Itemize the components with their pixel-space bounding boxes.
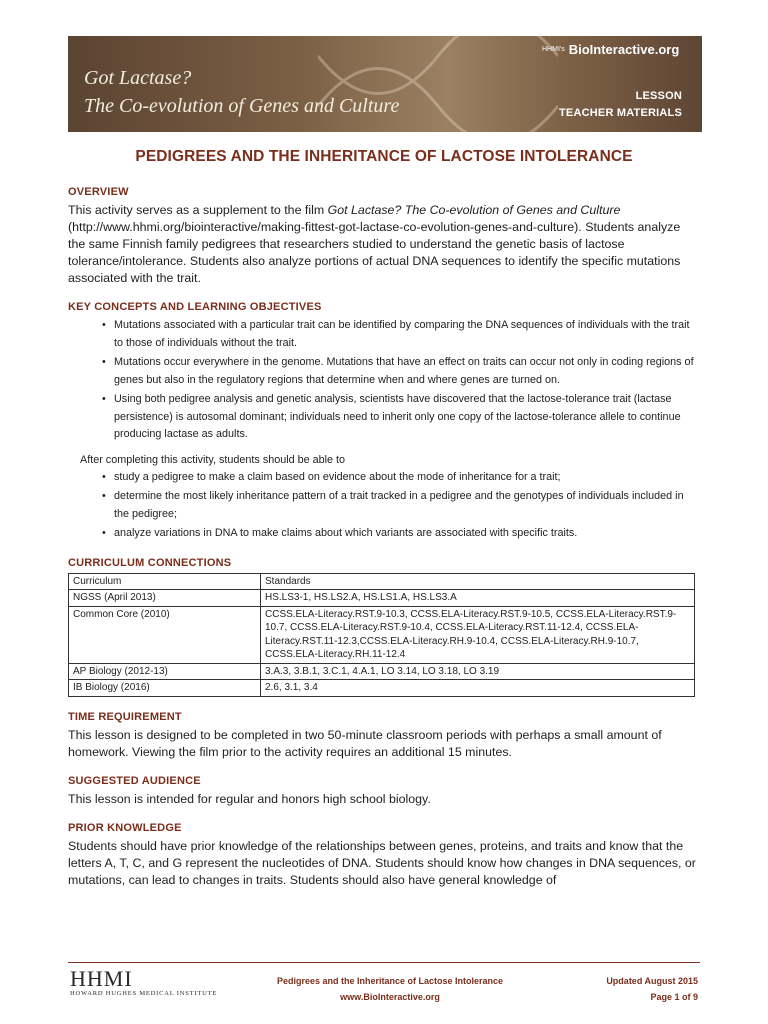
key-concepts-list xyxy=(68,317,698,444)
curriculum-table xyxy=(68,573,695,697)
table-cell: NGSS (April 2013) xyxy=(69,590,261,607)
key-concepts-section xyxy=(68,301,698,543)
prior-knowledge-heading: PRIOR KNOWLEDGE xyxy=(68,821,182,834)
footer-site: www.BioInteractive.org xyxy=(340,992,440,1002)
footer-right xyxy=(606,973,698,1005)
table-cell: CCSS.ELA-Literacy.RST.9-10.3, CCSS.ELA-Literacy.RST.9-10.5, CCSS.ELA-Literacy.RST.9-10.7, CCSS.ELA-Literacy.RST.9-10.4, CCSS.ELA-Literacy.RST.11-12.4, CCSS.ELA-Literacy.RST.11-12.3,CCSS.ELA-Literacy.RH.9-10.4, CCSS.ELA-Literacy.RH.9-10.7, CCSS.ELA-Literacy.RH.11-12.4 xyxy=(261,606,695,663)
time-text: This lesson is designed to be completed in two 50-minute classroom periods with perhaps a small amount of homework. Viewing the film prior to the activity requires an additional 15 minutes. xyxy=(68,727,662,759)
overview-text xyxy=(68,202,698,287)
list-item: • Mutations associated with a particular trait can be identified by comparing the DNA sequences of individuals with the trait to those of individuals without the trait. xyxy=(102,317,698,352)
list-item: • determine the most likely inheritance pattern of a trait tracked in a pedigree and the genotypes of individuals included in the pedigree; xyxy=(102,488,698,523)
audience-section xyxy=(68,775,698,808)
list-item: • study a pedigree to make a claim based on evidence about the mode of inheritance for a trait; xyxy=(102,469,698,487)
overview-heading: OVERVIEW xyxy=(68,186,129,198)
document-body xyxy=(68,186,698,903)
logo-site-text: BioInteractive.org xyxy=(568,42,680,57)
hhmi-logo xyxy=(70,968,217,997)
audience-text: This lesson is intended for regular and honors high school biology. xyxy=(68,791,431,806)
objectives-list xyxy=(68,469,698,543)
curriculum-heading: CURRICULUM CONNECTIONS xyxy=(68,556,232,569)
overview-text-after: (http://www.hhmi.org/biointeractive/making-fittest-got-lactase-co-evolution-genes-and-culture). Students analyze the same Finnish family pedigrees that researchers studied to understand the genetic basis of lactose tolerance/intolerance. Students also analyze portions of actual DNA sequences to identify the specific mutations associated with the trait. xyxy=(68,220,681,285)
time-section xyxy=(68,711,698,761)
lesson-label xyxy=(559,88,682,122)
objectives-intro: After completing this activity, students should be able to xyxy=(80,453,346,466)
table-row xyxy=(69,680,695,697)
teacher-materials-text: TEACHER MATERIALS xyxy=(559,107,682,119)
curriculum-section xyxy=(68,557,698,697)
table-cell: 2.6, 3.1, 3.4 xyxy=(261,680,695,697)
prior-knowledge-text: Students should have prior knowledge of the relationships between genes, proteins, and traits and know that the letters A, T, C, and G represent the nucleotides of DNA. Students should know how changes in DNA sequences, or mutations, can lead to changes in traits. Students should also have general knowledge of xyxy=(68,838,696,887)
list-item: • analyze variations in DNA to make claims about which variants are associated with specific traits. xyxy=(102,525,698,543)
table-header-row xyxy=(69,573,695,590)
audience-heading: SUGGESTED AUDIENCE xyxy=(68,774,201,787)
footer-divider xyxy=(68,962,700,963)
table-header-cell: Standards xyxy=(261,573,695,590)
table-cell: Common Core (2010) xyxy=(69,606,261,663)
biointeractive-logo xyxy=(542,42,679,57)
prior-knowledge-section xyxy=(68,822,698,889)
document-title: PEDIGREES AND THE INHERITANCE OF LACTOSE INTOLERANCE xyxy=(135,148,633,165)
hhmi-logo-text: HHMI xyxy=(70,966,133,991)
table-row xyxy=(69,606,695,663)
banner-title xyxy=(84,64,399,120)
banner-title-line1: Got Lactase? xyxy=(84,67,192,89)
footer-updated: Updated August 2015 xyxy=(606,976,698,986)
table-cell: HS.LS3-1, HS.LS2.A, HS.LS1.A, HS.LS3.A xyxy=(261,590,695,607)
overview-film-title: Got Lactase? The Co-evolution of Genes and Culture xyxy=(327,203,621,217)
table-row xyxy=(69,590,695,607)
table-cell: IB Biology (2016) xyxy=(69,680,261,697)
header-banner xyxy=(68,36,702,132)
list-item: • Using both pedigree analysis and genetic analysis, scientists have discovered that the lactose-tolerance trait (lactase persistence) is autosomal dominant; individuals need to inherit only one copy of the lactose-tolerance allele to continue producing lactase as adults. xyxy=(102,391,698,444)
footer-doc-name: Pedigrees and the Inheritance of Lactose Intolerance xyxy=(276,976,504,986)
overview-text-before: This activity serves as a supplement to the film xyxy=(68,203,328,217)
table-row xyxy=(69,663,695,680)
key-concepts-heading: KEY CONCEPTS AND LEARNING OBJECTIVES xyxy=(68,301,322,313)
hhmi-full-name: HOWARD HUGHES MEDICAL INSTITUTE xyxy=(70,990,218,997)
list-item: • Mutations occur everywhere in the genome. Mutations that have an effect on traits can occur not only in coding regions of genes but also in the regulatory regions that determine when and where genes are turned on. xyxy=(102,354,698,389)
overview-section xyxy=(68,186,698,287)
time-heading: TIME REQUIREMENT xyxy=(68,710,182,723)
lesson-text: LESSON xyxy=(635,90,682,102)
table-header-cell: Curriculum xyxy=(69,573,261,590)
footer-center xyxy=(240,973,540,1005)
logo-hhmi-text: HHMI's xyxy=(542,45,565,53)
table-cell: AP Biology (2012-13) xyxy=(69,663,261,680)
table-cell: 3.A.3, 3.B.1, 3.C.1, 4.A.1, LO 3.14, LO 3.18, LO 3.19 xyxy=(261,663,695,680)
banner-title-line2: The Co-evolution of Genes and Culture xyxy=(84,95,400,117)
footer-page-number: Page 1 of 9 xyxy=(650,992,698,1002)
